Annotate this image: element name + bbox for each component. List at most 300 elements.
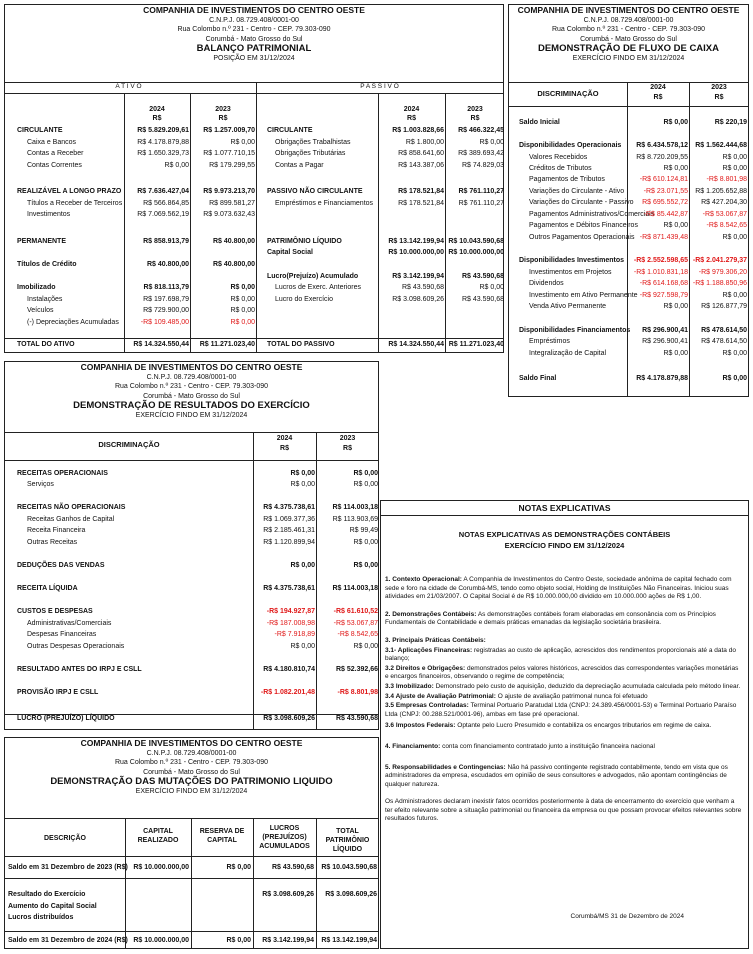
- value-previous-year: R$ 0,00: [722, 165, 747, 172]
- statement-row: [509, 141, 748, 151]
- row-label: RECEITA LÍQUIDA: [17, 585, 78, 592]
- value-previous-year: R$ 899.581,27: [209, 200, 255, 207]
- value-current-year: R$ 4.180.810,74: [263, 666, 315, 673]
- value-previous-year: R$ 74.829,03: [461, 162, 504, 169]
- note-3-6-text: Optante pelo Lucro Presumido e contabiliza os encargos tributarios em regime de caixa.: [455, 722, 712, 730]
- note-3-5-title: 3.5 Empresas Controladas:: [385, 702, 469, 710]
- dre-year-2023: 2023: [339, 435, 356, 442]
- value-current-year: -R$ 1.082.201,48: [260, 689, 315, 696]
- dfc-currency: R$: [653, 94, 663, 101]
- statement-row: [509, 291, 748, 301]
- value-current-year: -R$ 2.552.598,65: [633, 257, 688, 264]
- value-current-year: -R$ 871.439,48: [639, 234, 688, 241]
- row-label: Dividendos: [529, 280, 564, 287]
- statement-row: [5, 688, 378, 698]
- company-address: Rua Colombo n.º 231 - Centro - CEP. 79.303-090: [551, 26, 705, 33]
- value-previous-year: R$ 9.073.632,43: [203, 211, 255, 218]
- statement-row: [5, 538, 378, 548]
- dmpl-cell: R$ 10.043.590,68: [321, 864, 377, 871]
- row-label: Venda Ativo Permanente: [529, 303, 607, 310]
- dmpl-row: [5, 936, 378, 946]
- statement-row: [5, 714, 378, 724]
- row-label: Valores Recebidos: [529, 154, 588, 161]
- value-previous-year: -R$ 53.067,87: [333, 620, 378, 627]
- row-label: Investimento em Ativo Permanente: [529, 292, 638, 299]
- dre-subtitle: EXERCÍCIO FINDO EM 31/12/2024: [135, 411, 248, 419]
- value-current-year: R$ 0,00: [290, 643, 315, 650]
- notes-place-date: Corumbá/MS 31 de Dezembro de 2024: [570, 913, 684, 920]
- statement-row: [5, 272, 503, 282]
- statement-row: [509, 153, 748, 163]
- note-6: Os Administradores declaram inexistir fatos ocorridos posteriormente à data de encerramento do exercício que venham a ter efeito relevante sobre a situação patrimonial ou financeira da empresa ou que possam provocar efeitos relevantes sobre resultados futuros.: [385, 798, 742, 823]
- row-label: Empréstimos e Financiamentos: [275, 200, 374, 207]
- dre-currency: R$: [280, 445, 289, 452]
- dmpl-cell: Resultado do Exercício: [8, 891, 86, 898]
- value-current-year: R$ 1.650.329,73: [137, 150, 189, 157]
- statement-row: [5, 199, 503, 209]
- statement-row: [509, 221, 748, 231]
- value-previous-year: -R$ 8.801,98: [337, 689, 378, 696]
- value-previous-year: R$ 0,00: [722, 375, 747, 382]
- dfc-title: DEMONSTRAÇÃO DE FLUXO DE CAIXA: [537, 43, 720, 54]
- dmpl-cell: R$ 0,00: [226, 864, 251, 871]
- value-previous-year: R$ 126.877,79: [701, 303, 747, 310]
- dre-title: DEMONSTRAÇÃO DE RESULTADOS DO EXERCÍCIO: [73, 400, 310, 411]
- value-previous-year: R$ 466.322,45: [458, 127, 504, 134]
- note-3-4: [385, 693, 742, 702]
- value-previous-year: R$ 1.205.652,88: [695, 188, 747, 195]
- row-label: DEDUÇÕES DAS VENDAS: [17, 562, 105, 569]
- value-previous-year: R$ 10.000.000,00: [448, 249, 504, 256]
- row-label: Saldo Inicial: [519, 119, 560, 126]
- company-cnpj: C.N.P.J. 08.729.408/0001-00: [583, 16, 674, 24]
- company-address: Rua Colombo n.º 231 - Centro - CEP. 79.303-090: [114, 759, 268, 766]
- note-5-title: 5. Responsabilidades e Contingencias:: [385, 763, 506, 771]
- value-current-year: R$ 858.641,60: [398, 150, 444, 157]
- value-previous-year: R$ 179.299,55: [209, 162, 255, 169]
- value-current-year: -R$ 614.168,68: [639, 280, 688, 287]
- value-current-year: R$ 178.521,84: [398, 200, 444, 207]
- row-label: Obrigações Trabalhistas: [275, 139, 351, 146]
- statement-row: [509, 279, 748, 289]
- notes-title: NOTAS EXPLICATIVAS AS DEMONSTRAÇÕES CONTÁBEIS: [458, 530, 671, 539]
- dfc-year-2024: 2024: [650, 84, 666, 91]
- dmpl-cell: Lucros distribuídos: [8, 914, 74, 921]
- value-previous-year: R$ 478.614,50: [701, 327, 747, 334]
- statement-row: [5, 295, 503, 305]
- value-current-year: R$ 729.900,00: [143, 307, 189, 314]
- row-label: Imobilizado: [17, 284, 56, 291]
- total-ativo-2024: R$ 14.324.550,44: [133, 341, 189, 348]
- row-label: Variações do Circulante - Ativo: [529, 188, 625, 195]
- value-current-year: R$ 40.800,00: [146, 261, 189, 268]
- value-previous-year: R$ 0,00: [722, 292, 747, 299]
- statement-row: [509, 337, 748, 347]
- dmpl-row: [5, 913, 378, 923]
- row-label: Títulos a Receber de Terceiros: [27, 200, 123, 207]
- dre-currency: R$: [343, 445, 352, 452]
- company-address: Rua Colombo n.º 231 - Centro - CEP. 79.303-090: [177, 26, 331, 33]
- bp-subtitle: POSIÇÃO EM 31/12/2024: [213, 54, 295, 62]
- row-label: Integralização de Capital: [529, 350, 607, 357]
- value-current-year: R$ 296.900,41: [642, 338, 688, 345]
- row-label: Administrativas/Comerciais: [27, 620, 112, 627]
- note-2-text: As demonstrações contábeis foram elaboradas em consonância com os Princípios Fundamentais de Contabilidade e demais práticas emanadas da legislação societária brasileira.: [385, 610, 716, 627]
- value-current-year: R$ 0,00: [663, 119, 688, 126]
- value-current-year: R$ 1.003.828,66: [392, 127, 444, 134]
- dre-year-2024: 2024: [276, 435, 293, 442]
- row-label: Instalações: [27, 296, 63, 303]
- row-label: Lucros de Exerc. Anteriores: [275, 284, 361, 291]
- note-5: [385, 764, 742, 790]
- statement-row: [5, 561, 378, 571]
- value-previous-year: R$ 0,00: [722, 234, 747, 241]
- dmpl-cell: R$ 10.000.000,00: [133, 864, 189, 871]
- note-3-title: 3. Principais Práticas Contábeis:: [385, 636, 486, 644]
- row-label: Contas Correntes: [27, 162, 82, 169]
- value-current-year: R$ 6.434.578,12: [636, 142, 688, 149]
- value-previous-year: R$ 0,00: [230, 139, 255, 146]
- row-label: RECEITAS NÃO OPERACIONAIS: [17, 504, 126, 511]
- statement-row: [5, 584, 378, 594]
- value-current-year: -R$ 109.485,00: [140, 319, 189, 326]
- row-label: Pagamentos e Débitos Financeiros: [529, 222, 638, 229]
- bp-year-2023-p: 2023: [467, 106, 483, 113]
- note-2-title: 2. Demonstrações Contábeis:: [385, 610, 477, 618]
- value-previous-year: -R$ 8.801,98: [706, 176, 747, 183]
- dmpl-header-cell: TOTAL PATRIMÔNIO LÍQUIDO: [325, 828, 370, 853]
- note-3-3-text: Demonstrado pelo custo de aquisição, deduzido da depreciação acumulada calculada pelo método linear.: [433, 682, 741, 690]
- dre-disc: DISCRIMINAÇÃO: [98, 440, 160, 449]
- dmpl-cell: R$ 3.098.609,26: [262, 891, 314, 898]
- dmpl-cell: Saldo em 31 Dezembro de 2024 (R$): [8, 937, 128, 944]
- statement-row: [5, 149, 503, 159]
- notes-subtitle: EXERCÍCIO FINDO EM 31/12/2024: [504, 541, 625, 550]
- value-current-year: R$ 43.590,68: [401, 284, 444, 291]
- statement-row: [509, 210, 748, 220]
- row-label: Serviços: [27, 481, 54, 488]
- value-current-year: R$ 4.178.879,88: [636, 375, 688, 382]
- note-3-1-text: registradas ao custo de aplicação, acrescidos dos rendimentos proporcionais até a data do balanço;: [385, 646, 736, 663]
- company-city: Corumbá - Mato Grosso do Sul: [143, 768, 240, 776]
- dmpl-header-cell: LUCROS (PREJUÍZOS) ACUMULADOS: [259, 825, 310, 850]
- dmpl-cell: R$ 3.142.199,94: [262, 937, 314, 944]
- notes-heading: NOTAS EXPLICATIVAS: [518, 503, 611, 513]
- value-previous-year: -R$ 8.542,65: [706, 222, 747, 229]
- note-4-title: 4. Financiamento:: [385, 742, 441, 750]
- dfc-year-2023: 2023: [711, 84, 727, 91]
- value-previous-year: R$ 1.562.444,68: [695, 142, 747, 149]
- value-previous-year: R$ 9.973.213,70: [203, 188, 255, 195]
- row-label: Capital Social: [267, 249, 313, 256]
- dmpl-cell: Aumento do Capital Social: [8, 903, 97, 910]
- value-current-year: R$ 10.000.000,00: [388, 249, 444, 256]
- value-previous-year: R$ 0,00: [353, 481, 378, 488]
- statement-row: [5, 237, 503, 247]
- row-label: Outras Despesas Operacionais: [27, 643, 125, 650]
- value-previous-year: -R$ 61.610,52: [333, 608, 378, 615]
- statement-row: [5, 126, 503, 136]
- row-label: Disponibilidades Financiamentos: [519, 327, 631, 334]
- value-previous-year: R$ 43.590,68: [461, 296, 504, 303]
- value-previous-year: -R$ 8.542,65: [337, 631, 378, 638]
- value-previous-year: R$ 40.800,00: [212, 261, 255, 268]
- row-label: Disponibilidades Investimentos: [519, 257, 625, 264]
- bp-currency: R$: [407, 115, 416, 122]
- value-current-year: R$ 143.387,06: [398, 162, 444, 169]
- row-label: Investimentos em Projetos: [529, 269, 612, 276]
- row-label: RESULTADO ANTES DO IRPJ E CSLL: [17, 666, 142, 673]
- value-current-year: R$ 858.913,79: [143, 238, 189, 245]
- dre-header: [5, 363, 378, 420]
- value-previous-year: -R$ 979.306,20: [698, 269, 747, 276]
- dmpl-subtitle: EXERCÍCIO FINDO EM 31/12/2024: [135, 787, 248, 795]
- row-label: RECEITAS OPERACIONAIS: [17, 470, 108, 477]
- row-label: CIRCULANTE: [267, 127, 313, 134]
- statement-row: [5, 665, 378, 675]
- value-previous-year: R$ 0,00: [353, 562, 378, 569]
- row-label: Outros Pagamentos Operacionais: [529, 234, 635, 241]
- value-previous-year: R$ 114.003,18: [332, 585, 378, 592]
- statement-row: [5, 480, 378, 490]
- dfc-currency: R$: [714, 94, 724, 101]
- note-4-text: conta com financiamento contratado junto a instituição financeira nacional: [440, 742, 655, 750]
- value-current-year: -R$ 7.918,89: [274, 631, 315, 638]
- value-current-year: -R$ 1.010.831,18: [633, 269, 688, 276]
- note-3-3: [385, 683, 742, 692]
- value-current-year: R$ 0,00: [663, 222, 688, 229]
- value-previous-year: -R$ 53.067,87: [702, 211, 747, 218]
- dmpl-cell: R$ 0,00: [226, 937, 251, 944]
- value-current-year: R$ 3.142.199,94: [392, 273, 444, 280]
- balanco-patrimonial: [4, 4, 504, 353]
- row-label: Empréstimos: [529, 338, 570, 345]
- row-label: Pagamentos de Tributos: [529, 176, 605, 183]
- statement-row: [5, 260, 503, 270]
- total-ativo-row: [5, 340, 503, 350]
- value-current-year: R$ 5.829.209,61: [137, 127, 189, 134]
- bp-header: [5, 6, 503, 63]
- value-current-year: R$ 0,00: [290, 470, 315, 477]
- value-current-year: -R$ 85.442,87: [643, 211, 688, 218]
- value-previous-year: R$ 0,00: [353, 539, 378, 546]
- company-city: Corumbá - Mato Grosso do Sul: [205, 35, 303, 43]
- statement-row: [509, 326, 748, 336]
- value-previous-year: R$ 99,49: [349, 527, 378, 534]
- company-city: Corumbá - Mato Grosso do Sul: [580, 35, 677, 43]
- value-previous-year: R$ 0,00: [230, 284, 255, 291]
- statement-row: [5, 607, 378, 617]
- company-cnpj: C.N.P.J. 08.729.408/0001-00: [146, 749, 237, 757]
- value-previous-year: R$ 0,00: [479, 139, 504, 146]
- company-name: COMPANHIA DE INVESTIMENTOS DO CENTRO OESTE: [80, 738, 303, 748]
- statement-row: [5, 283, 503, 293]
- value-previous-year: R$ 0,00: [230, 296, 255, 303]
- row-label: Caixa e Bancos: [27, 139, 77, 146]
- value-current-year: -R$ 187.008,98: [266, 620, 315, 627]
- note-3-3-title: 3.3 Imobilizado:: [385, 682, 434, 690]
- statement-row: [5, 306, 503, 316]
- statement-row: [509, 198, 748, 208]
- total-passivo-label: TOTAL DO PASSIVO: [267, 341, 335, 348]
- row-label: Obrigações Tributárias: [275, 150, 346, 157]
- value-current-year: R$ 7.069.562,19: [137, 211, 189, 218]
- company-name: COMPANHIA DE INVESTIMENTOS DO CENTRO OESTE: [80, 362, 303, 372]
- row-label: Contas a Pagar: [275, 162, 324, 169]
- value-current-year: R$ 4.375.738,61: [263, 585, 315, 592]
- bp-currency: R$: [470, 115, 480, 122]
- note-3-2-text: demonstrados pelos valores históricos, acrescidos das correspondentes variações monetárias e encargos financeiros, observando o regime de competência;: [385, 664, 739, 681]
- total-passivo-2023: R$ 11.271.023,40: [448, 341, 504, 348]
- note-2: [385, 611, 742, 628]
- row-label: (-) Depreciações Acumuladas: [27, 319, 119, 326]
- value-previous-year: R$ 113.903,69: [332, 516, 378, 523]
- note-3-4-text: O ajuste de avaliação patrimonal nunca foi efetuado: [495, 692, 648, 700]
- value-current-year: R$ 0,00: [663, 350, 688, 357]
- dmpl: [4, 737, 379, 949]
- dfc-subtitle: EXERCÍCIO FINDO EM 31/12/2024: [572, 54, 685, 62]
- row-label: LUCRO (PREJUÍZO) LÍQUIDO: [17, 715, 115, 722]
- dfc-disc: DISCRIMINAÇÃO: [537, 89, 599, 98]
- value-previous-year: R$ 43.590,68: [335, 715, 378, 722]
- value-current-year: R$ 3.098.609,26: [263, 715, 315, 722]
- value-current-year: R$ 0,00: [663, 165, 688, 172]
- value-current-year: R$ 695.552,72: [642, 199, 688, 206]
- value-previous-year: R$ 0,00: [479, 284, 504, 291]
- statement-row: [5, 318, 503, 328]
- row-label: PERMANENTE: [17, 238, 67, 245]
- value-previous-year: -R$ 2.041.279,37: [692, 257, 747, 264]
- ativo-heading: A T I V O: [115, 83, 142, 90]
- dfc-header: [509, 6, 748, 63]
- notes-body: [385, 576, 742, 829]
- statement-row: [509, 302, 748, 312]
- value-current-year: R$ 13.142.199,94: [388, 238, 444, 245]
- total-ativo-label: TOTAL DO ATIVO: [17, 341, 75, 348]
- note-1-title: 1. Contexto Operacional:: [385, 576, 462, 583]
- value-current-year: R$ 0,00: [663, 303, 688, 310]
- dmpl-header-cell: RESERVA DE CAPITAL: [199, 828, 245, 844]
- value-previous-year: R$ 389.693,42: [458, 150, 504, 157]
- value-current-year: R$ 1.800,00: [405, 139, 444, 146]
- statement-row: [5, 138, 503, 148]
- row-label: Investimentos: [27, 211, 71, 218]
- statement-row: [509, 175, 748, 185]
- total-ativo-2023: R$ 11.271.023,40: [199, 341, 255, 348]
- dmpl-cell: R$ 3.098.609,26: [325, 891, 377, 898]
- row-label: Créditos de Tributos: [529, 165, 592, 172]
- value-current-year: R$ 178.521,84: [398, 188, 444, 195]
- statement-row: [5, 642, 378, 652]
- value-current-year: R$ 8.720.209,55: [636, 154, 688, 161]
- value-previous-year: R$ 0,00: [722, 154, 747, 161]
- statement-row: [5, 248, 503, 258]
- value-previous-year: -R$ 1.188.850,96: [692, 280, 747, 287]
- bp-year-2024-p: 2024: [403, 106, 420, 113]
- company-cnpj: C.N.P.J. 08.729.408/0001-00: [209, 16, 299, 24]
- notas-explicativas: [380, 500, 749, 949]
- value-current-year: R$ 0,00: [164, 162, 189, 169]
- row-label: Receita Financeira: [27, 527, 86, 534]
- value-previous-year: R$ 52.392,66: [335, 666, 378, 673]
- row-label: Lucro do Exercício: [275, 296, 333, 303]
- statement-row: [509, 349, 748, 359]
- dmpl-header: [5, 739, 378, 796]
- value-current-year: R$ 4.178.879,88: [137, 139, 189, 146]
- row-label: Disponibilidades Operacionais: [519, 142, 622, 149]
- note-3-2: [385, 665, 742, 682]
- value-current-year: R$ 7.636.427,04: [137, 188, 189, 195]
- statement-row: [509, 268, 748, 278]
- row-label: Despesas Financeiras: [27, 631, 97, 638]
- statement-row: [509, 256, 748, 266]
- statement-row: [509, 118, 748, 128]
- note-3-1: [385, 647, 742, 664]
- row-label: Saldo Final: [519, 375, 557, 382]
- note-3-4-title: 3.4 Ajuste de Avaliação Patrimonial:: [385, 692, 496, 700]
- value-previous-year: R$ 478.614,50: [701, 338, 747, 345]
- value-current-year: R$ 0,00: [290, 481, 315, 488]
- value-previous-year: R$ 761.110,27: [458, 188, 504, 195]
- note-3-6: [385, 722, 742, 731]
- statement-row: [509, 164, 748, 174]
- statement-row: [5, 210, 503, 220]
- row-label: Veículos: [27, 307, 54, 314]
- note-3-6-title: 3.6 Impostos Federais:: [385, 722, 456, 730]
- statement-row: [5, 619, 378, 629]
- dmpl-header-cell: CAPITAL REALIZADO: [137, 828, 179, 844]
- bp-year-2023: 2023: [215, 106, 231, 113]
- note-3: [385, 637, 742, 646]
- note-1-text: A Companhia de Investimentos do Centro Oeste, sociedade anônima de capital fechado com sede e foro na cidade de Corumbá-MS, tendo como objeto social, Holding de Instituições Não Financeiras. Iniciou suas atividades em 21/03/2007. O Capital Social é de R$ 10.000.000,00 dividido em 10.000.000 ações de R$ 1,00.: [385, 576, 732, 601]
- total-passivo-2024: R$ 14.324.550,44: [388, 341, 444, 348]
- value-current-year: R$ 3.098.609,26: [392, 296, 444, 303]
- passivo-heading: P A S S I V O: [360, 83, 399, 90]
- note-5-text: Não há passivo contingente registrado contabilmente, tendo em vista que os administradores da empresa, escudados em opinião de seus consultores e advogados, não apontam contingências de qualquer natureza.: [385, 763, 728, 788]
- statement-row: [5, 526, 378, 536]
- row-label: Variações do Circulante - Passivo: [529, 199, 634, 206]
- dmpl-cell: R$ 10.000.000,00: [133, 937, 189, 944]
- value-current-year: -R$ 927.598,79: [639, 292, 688, 299]
- statement-row: [509, 187, 748, 197]
- value-current-year: -R$ 194.927,87: [266, 608, 315, 615]
- note-1: [385, 576, 742, 602]
- bp-title: BALANÇO PATRIMONIAL: [196, 43, 312, 54]
- statement-row: [5, 161, 503, 171]
- dmpl-title: DEMONSTRAÇÃO DAS MUTAÇÕES DO PATRIMONIO LIQUIDO: [50, 776, 333, 787]
- row-label: Outras Receitas: [27, 539, 78, 546]
- row-label: Pagamentos Administrativos/Comerciais: [529, 211, 655, 218]
- row-label: PATRIMÔNIO LÍQUIDO: [267, 238, 342, 245]
- note-3-5: [385, 702, 742, 719]
- notes-titles: [381, 529, 748, 551]
- value-previous-year: R$ 1.077.710,15: [203, 150, 255, 157]
- note-3-5-text: Terminal Portuario Paratudal Ltda (CNPJ: 24.389.456/0001-53) e Terminal Portuario Paraíso Ltda (CNPJ: 00.288.521/0001-96), ambas em fase pré operacional.: [385, 702, 737, 718]
- note-4: [385, 743, 742, 752]
- value-previous-year: R$ 43.590,68: [461, 273, 504, 280]
- value-previous-year: R$ 1.257.009,70: [203, 127, 255, 134]
- bp-currency: R$: [218, 115, 228, 122]
- value-previous-year: R$ 40.800,00: [212, 238, 255, 245]
- value-previous-year: R$ 0,00: [353, 470, 378, 477]
- value-current-year: R$ 2.185.461,31: [263, 527, 315, 534]
- dmpl-row: [5, 890, 378, 900]
- bp-currency: R$: [152, 115, 162, 122]
- value-current-year: R$ 818.113,79: [143, 284, 189, 291]
- value-current-year: -R$ 610.124,81: [639, 176, 688, 183]
- row-label: PASSIVO NÃO CIRCULANTE: [267, 188, 363, 195]
- dmpl-cell: R$ 13.142.199,94: [321, 937, 377, 944]
